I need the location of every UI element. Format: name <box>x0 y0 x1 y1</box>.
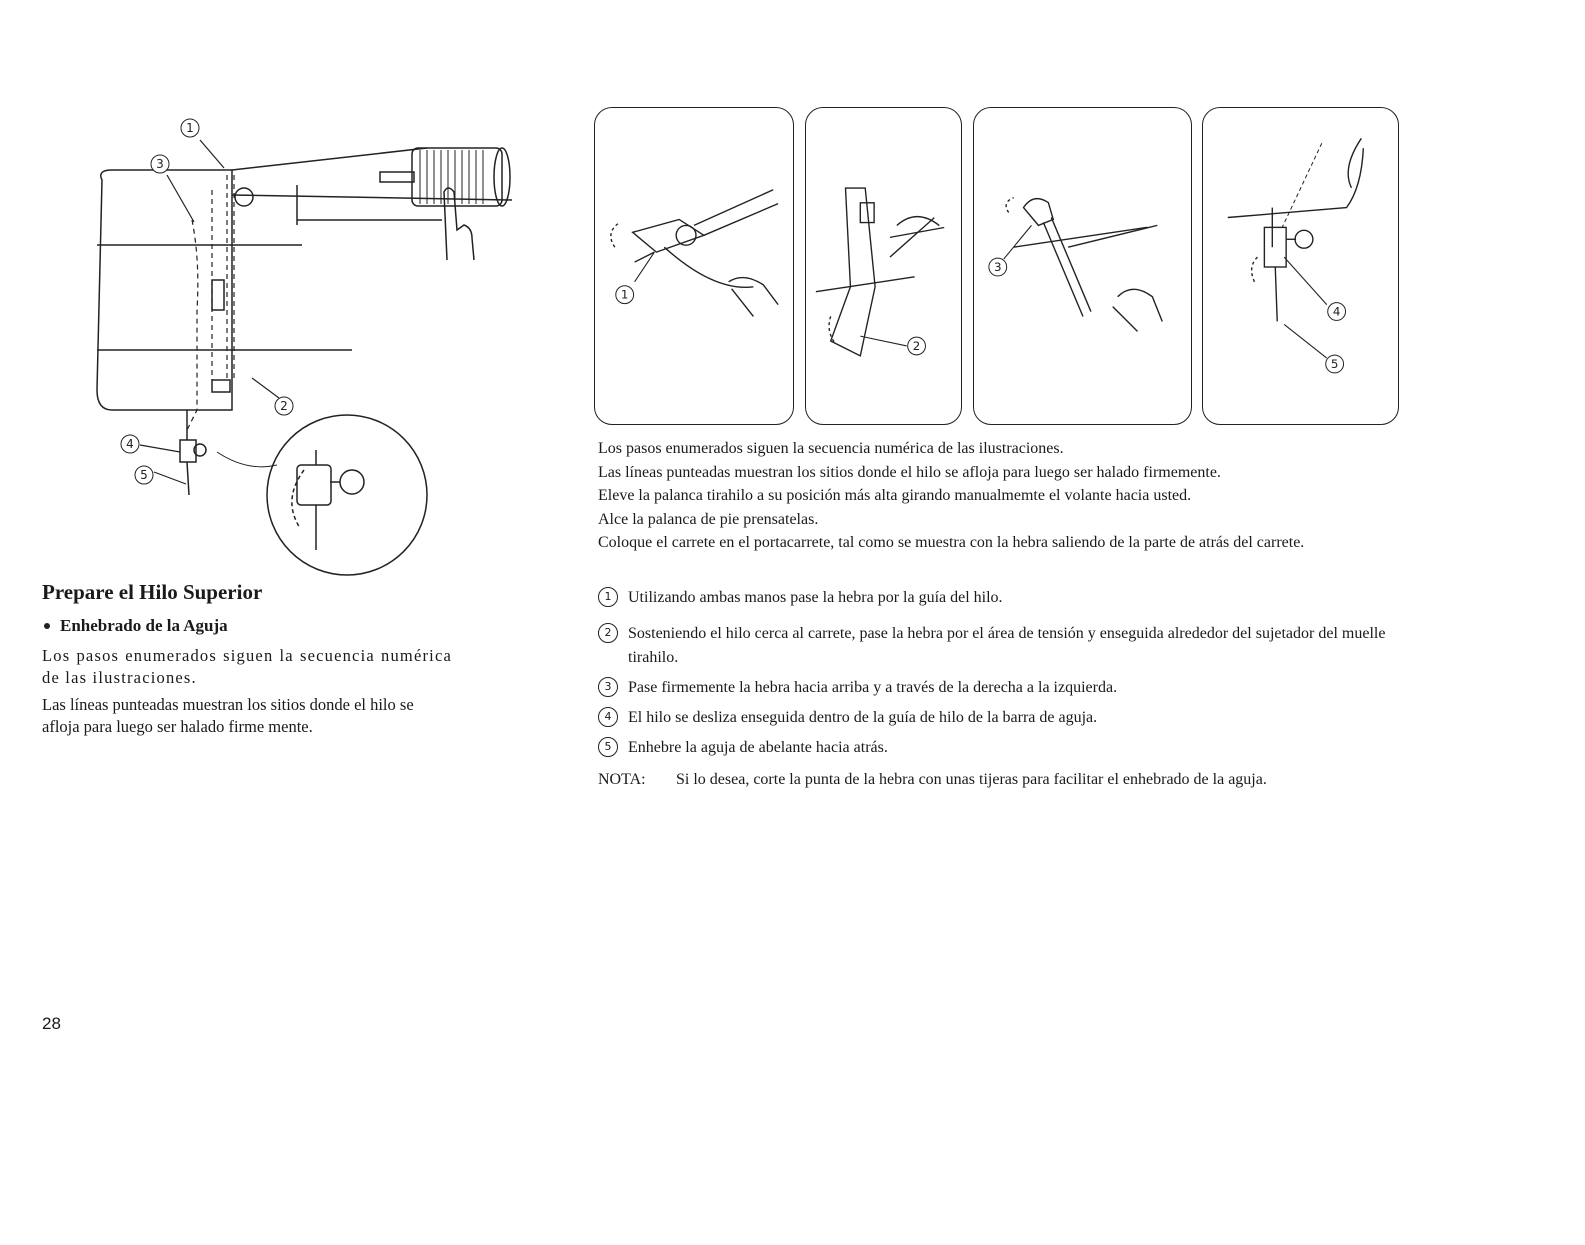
step-text: Pase firmemente la hebra hacia arriba y a través de la derecha a la izquierda. <box>628 679 1118 696</box>
step-panel-take-up-lever <box>973 107 1192 425</box>
intro-line: Coloque el carrete en el portacarrete, tal como se muestra con la hebra saliendo de la parte de atrás del carrete. <box>598 534 1305 551</box>
panel-callout-2: 2 <box>912 338 921 353</box>
step-number: 3 <box>598 677 618 697</box>
threading-diagram <box>72 110 542 590</box>
right-intro-text <box>598 437 1403 555</box>
step-text: Enhebre la aguja de abelante hacia atrás. <box>628 739 888 756</box>
note-label: NOTA: <box>598 771 646 788</box>
step-item <box>598 622 1403 669</box>
step-text: Sosteniendo el hilo cerca al carrete, pase la hebra por el área de tensión y enseguida alrededor del sujetador del muelle tirahilo. <box>628 625 1386 666</box>
subheading <box>42 616 228 636</box>
step-panel-thread-guide <box>594 107 794 425</box>
step-panel-needle <box>1202 107 1399 425</box>
step-number: 1 <box>598 587 618 607</box>
step-number: 5 <box>598 737 618 757</box>
callout-2: 2 <box>280 399 288 413</box>
intro-line: Eleve la palanca tirahilo a su posición más alta girando manualmemte el volante hacia usted. <box>598 487 1192 504</box>
step-item <box>598 736 1403 760</box>
section-title: Prepare el Hilo Superior <box>42 580 263 604</box>
intro-line: Alce la palanca de pie prensatelas. <box>598 510 819 528</box>
panel-callout-4: 4 <box>1332 304 1341 319</box>
step-text: El hilo se desliza enseguida dentro de la guía de hilo de la barra de aguja. <box>628 709 1098 726</box>
subheading-text: Enhebrado de la Aguja <box>60 616 228 635</box>
panel-callout-5: 5 <box>1330 356 1339 371</box>
left-paragraph-sequence: Los pasos enumerados siguen la secuencia numérica de las ilustraciones. <box>42 646 452 687</box>
step-panel-tension <box>805 107 962 425</box>
callout-4: 4 <box>126 437 134 451</box>
step-number: 4 <box>598 707 618 727</box>
step-item <box>598 706 1403 730</box>
page-number: 28 <box>42 1014 61 1033</box>
panel-callout-3: 3 <box>993 259 1002 274</box>
panel-callout-1: 1 <box>620 287 629 302</box>
intro-line: Los pasos enumerados siguen la secuencia numérica de las ilustraciones. <box>598 440 1064 457</box>
bullet-icon <box>44 623 50 629</box>
step-text: Utilizando ambas manos pase la hebra por la guía del hilo. <box>628 589 1003 606</box>
callout-1: 1 <box>186 121 194 135</box>
note-text: Si lo desea, corte la punta de la hebra con unas tijeras para facilitar el enhebrado de la aguja. <box>676 771 1267 788</box>
step-item <box>598 586 1403 610</box>
intro-line: Las líneas punteadas muestran los sitios donde el hilo se afloja para luego ser halado firmemente. <box>598 463 1221 481</box>
note <box>598 768 1403 792</box>
step-item <box>598 676 1403 700</box>
left-paragraph-dotted-lines: Las líneas punteadas muestran los sitios donde el hilo se afloja para luego ser halado firme mente. <box>42 695 414 736</box>
step-number: 2 <box>598 623 618 643</box>
callout-5: 5 <box>140 468 148 482</box>
callout-3: 3 <box>156 157 164 171</box>
